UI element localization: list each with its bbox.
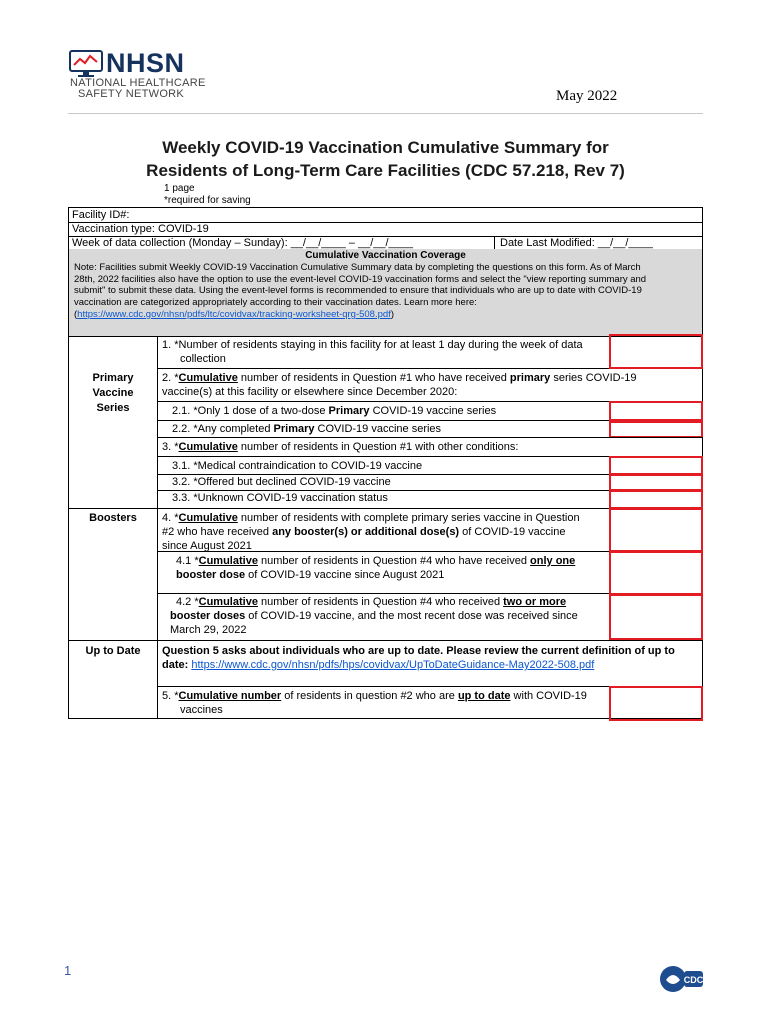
question-3-1: 3.1. *Medical contraindication to COVID-19 vaccine — [172, 460, 423, 472]
coverage-note-line: vaccination are categorized appropriately according to their vaccination dates. Learn more here: — [74, 296, 477, 308]
section-boosters: Boosters — [89, 512, 137, 524]
question-text: since August 2021 — [162, 540, 252, 552]
question-3-3: 3.3. *Unknown COVID-19 vaccination status — [172, 492, 388, 504]
question-2-1: 2.1. *Only 1 dose of a two-dose Primary COVID-19 vaccine series — [172, 405, 497, 417]
answer-box-q3-1[interactable] — [609, 456, 703, 475]
answer-box-q5[interactable] — [609, 686, 703, 721]
answer-box-q3-3[interactable] — [609, 490, 703, 509]
question-text: March 29, 2022 — [170, 624, 247, 636]
document-date: May 2022 — [556, 88, 618, 104]
coverage-heading: Cumulative Vaccination Coverage — [305, 250, 466, 261]
section-label-line: Series — [96, 402, 130, 414]
coverage-note — [74, 262, 699, 308]
answer-box-q4-2[interactable] — [609, 594, 703, 640]
question-3: 3. *Cumulative number of residents in Question #1 with other conditions: — [162, 441, 519, 453]
vaccination-type: Vaccination type: COVID-19 — [72, 223, 209, 235]
question-4-1: 4.1 *Cumulative number of residents in Question #4 who have received only one booster dose of COVID-19 vaccine since August 2021 — [176, 555, 576, 581]
row-divider — [157, 640, 703, 641]
tracking-worksheet-link[interactable]: https://www.cdc.gov/nhsn/pdfs/ltc/covidvax/tracking-worksheet-qrg-508.pdf — [77, 309, 391, 320]
answer-box-q4[interactable] — [609, 508, 703, 552]
section-up-to-date: Up to Date — [85, 645, 141, 657]
row-divider — [157, 420, 609, 421]
page-title — [68, 136, 703, 182]
logo-wordmark: NHSN — [106, 48, 185, 78]
row-divider — [157, 593, 609, 594]
row-divider — [68, 336, 703, 337]
facility-id-field[interactable]: Facility ID#: — [72, 209, 130, 221]
row-divider — [157, 368, 609, 369]
question-4: 4. *Cumulative number of residents with complete primary series vaccine in Question #2 who have received any booster(s) or additional dose(s) of COVID-19 vaccine since August 2021 — [162, 512, 580, 552]
question-text: 1. *Number of residents staying in this facility for at least 1 day during the week of data — [162, 339, 583, 351]
page-number: 1 — [64, 963, 72, 978]
question-text: Question 5 asks about individuals who are up to date. Please review the current definition of up to — [162, 645, 675, 657]
question-5: 5. *Cumulative number of residents in question #2 who are up to date with COVID-19 vaccines — [162, 690, 587, 716]
question-text: collection — [180, 353, 226, 365]
section-label-line: Primary — [92, 372, 134, 384]
section-primary-vaccine-series — [69, 371, 157, 416]
coverage-note-line: Note: Facilities submit Weekly COVID-19 Vaccination Cumulative Summary data by completing the questions on this form. As of March — [74, 262, 641, 273]
required-note: *required for saving — [164, 195, 251, 206]
date-last-modified-field[interactable]: Date Last Modified: __/__/____ — [500, 237, 653, 249]
section-divider — [68, 640, 157, 641]
nhsn-logo — [68, 48, 218, 104]
coverage-link-line: (https://www.cdc.gov/nhsn/pdfs/ltc/covidvax/tracking-worksheet-qrg-508.pdf) — [74, 309, 394, 320]
question-2-2: 2.2. *Any completed Primary COVID-19 vaccine series — [172, 423, 442, 435]
row-divider — [157, 437, 703, 438]
question-4-2: 4.2 *Cumulative number of residents in Question #4 who received two or more booster doses of COVID-19 vaccine, and the most recent dose was received since March 29, 2022 — [170, 596, 578, 636]
section-divider — [68, 508, 157, 509]
cell-divider — [494, 236, 495, 249]
title-line-1: Weekly COVID-19 Vaccination Cumulative Summary for — [162, 138, 609, 157]
coverage-note-line: submit" to submit these data. Using the event-level forms is recommended to ensure that individuals who are up to date with COVID-19 — [74, 285, 642, 296]
section-label-line: Vaccine — [92, 387, 134, 399]
answer-box-q2-2[interactable] — [609, 421, 703, 438]
logo-subtitle-line1: NATIONAL HEALTHCARE — [70, 77, 206, 89]
row-divider — [157, 551, 609, 552]
question-3-2: 3.2. *Offered but declined COVID-19 vaccine — [172, 476, 391, 488]
cdc-logo-icon — [658, 964, 704, 994]
title-line-2: Residents of Long-Term Care Facilities (CDC 57.218, Rev 7) — [146, 161, 625, 180]
cdc-logo-text: CDC — [683, 975, 704, 985]
question-1 — [162, 338, 583, 366]
monitor-chart-icon — [68, 50, 104, 78]
logo-subtitle-line2: SAFETY NETWORK — [78, 88, 185, 100]
answer-box-q4-1[interactable] — [609, 551, 703, 595]
answer-box-q2-1[interactable] — [609, 401, 703, 421]
header-divider — [68, 113, 703, 114]
question-text: vaccine(s) at this facility or elsewhere since December 2020: — [162, 386, 458, 398]
up-to-date-guidance-link[interactable]: https://www.cdc.gov/nhsn/pdfs/hps/covidvax/UpToDateGuidance-May2022-508.pdf — [191, 659, 595, 671]
question-text: vaccines — [180, 704, 223, 716]
coverage-note-line: 28th, 2022 facilities also have the option to use the event-level COVID-19 vaccination forms and select the "view reporting summary and — [74, 273, 647, 285]
column-divider — [157, 336, 158, 719]
answer-box-q3-2[interactable] — [609, 474, 703, 491]
week-of-collection-field[interactable]: Week of data collection (Monday – Sunday): __/__/____ – __/__/____ — [72, 237, 414, 249]
page-note — [164, 183, 251, 207]
question-5-intro: Question 5 asks about individuals who are up to date. Please review the current definition of up to date: https://www.cdc.gov/nhsn/pdfs/hps/covidvax/UpToDateGuidance-May2022-508.pdf — [162, 645, 675, 671]
question-2: 2. *Cumulative number of residents in Question #1 who have received primary series COVID-19 vaccine(s) at this facility or elsewhere since December 2020: — [162, 372, 637, 398]
page-count: 1 page — [164, 183, 195, 194]
answer-box-q1[interactable] — [609, 334, 703, 369]
